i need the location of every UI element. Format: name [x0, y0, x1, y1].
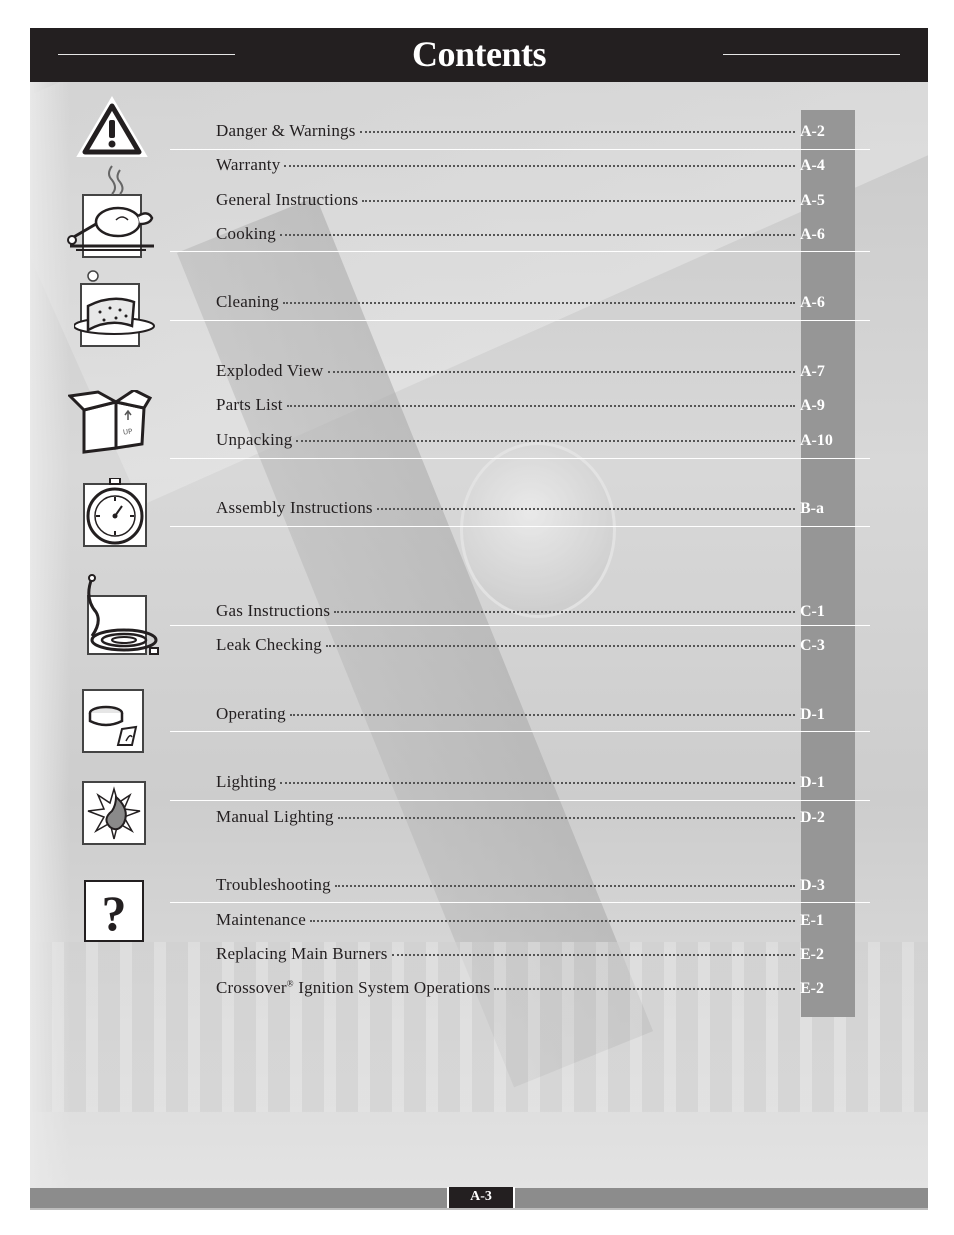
toc-entry-label: Unpacking: [216, 430, 293, 449]
toc-entry-manual-lighting[interactable]: [216, 807, 846, 831]
section-divider: [170, 902, 870, 903]
toc-entry-assembly-instructions[interactable]: [216, 498, 846, 522]
dot-leader: [338, 816, 795, 819]
dot-leader: [362, 199, 795, 202]
section-divider: [170, 149, 870, 150]
dot-leader: [310, 919, 795, 922]
toc-entry-label: Replacing Main Burners: [216, 944, 388, 963]
toc-entry-label: Operating: [216, 704, 286, 723]
toc-entry-exploded-view[interactable]: [216, 361, 846, 385]
toc-entry-page: C-3: [800, 637, 825, 654]
dot-leader: [392, 953, 795, 956]
section-divider: [170, 251, 870, 252]
toc-entry-cleaning[interactable]: [216, 292, 846, 316]
toc-entry-label: Assembly Instructions: [216, 498, 373, 517]
gas-hose-icon: [80, 574, 162, 660]
stopwatch-icon: [82, 478, 148, 548]
toc-entry-label: Cooking: [216, 224, 276, 243]
toc-entry-general-instructions[interactable]: [216, 190, 846, 214]
toc-entry-label: Manual Lighting: [216, 807, 334, 826]
toc-entry-page: A-5: [800, 192, 825, 209]
toc-entry-gas-instructions[interactable]: [216, 601, 846, 625]
section-divider: [170, 800, 870, 801]
toc-entry-label: Exploded View: [216, 361, 324, 380]
toc-entry-page: D-3: [800, 877, 825, 894]
dot-leader: [284, 164, 795, 167]
toc-entry-label: Troubleshooting: [216, 875, 331, 894]
toc-entry-page: A-6: [800, 226, 825, 243]
toc-entry-page: A-4: [800, 157, 825, 174]
roast-chicken-icon: [66, 164, 158, 260]
toc-entry-label: Parts List: [216, 395, 283, 414]
toc-entry-page: A-9: [800, 397, 825, 414]
toc-entry-label: Leak Checking: [216, 635, 322, 654]
toc-entry-page: E-2: [800, 980, 824, 997]
dot-leader: [283, 301, 795, 304]
dot-leader: [335, 884, 795, 887]
registered-mark: ®: [286, 978, 294, 989]
toc-entry-page: C-1: [800, 603, 825, 620]
section-divider: [170, 625, 870, 626]
dot-leader: [296, 439, 795, 442]
toc-entry-cooking[interactable]: [216, 224, 846, 248]
dot-leader: [290, 713, 795, 716]
toc-entry-page: D-2: [800, 809, 825, 826]
toc-entry-operating[interactable]: [216, 704, 846, 728]
thermometer-gauge-shape: [460, 442, 616, 618]
warning-triangle-icon: [76, 96, 148, 158]
toc-entry-page: A-6: [800, 294, 825, 311]
toc-entry-label: [216, 978, 492, 998]
dot-leader: [326, 644, 795, 647]
section-divider: [170, 526, 870, 527]
toc-entry-page: A-7: [800, 363, 825, 380]
dot-leader: [328, 370, 796, 373]
page-number: A-3: [447, 1187, 515, 1208]
toc-entry-label-part: Ignition System Operations: [293, 978, 491, 997]
dot-leader: [287, 404, 795, 407]
toc-entry-maintenance[interactable]: [216, 910, 846, 934]
toc-entry-page: D-1: [800, 774, 825, 791]
toc-entry-lighting[interactable]: [216, 772, 846, 796]
toc-entry-label: General Instructions: [216, 190, 359, 209]
toc-entry-label: Maintenance: [216, 910, 306, 929]
page-title: Contents: [411, 34, 546, 74]
toc-entry-crossover-ignition[interactable]: [216, 978, 846, 1002]
toc-entry-label: Gas Instructions: [216, 601, 331, 620]
dot-leader: [280, 233, 795, 236]
toc-entry-danger-warnings[interactable]: [216, 121, 846, 145]
svg-text:UP: UP: [122, 427, 133, 437]
section-divider: [170, 731, 870, 732]
question-mark-icon: [84, 880, 144, 942]
toc-entry-unpacking[interactable]: [216, 430, 846, 454]
toc-entry-leak-checking[interactable]: [216, 635, 846, 659]
section-divider: [170, 458, 870, 459]
toc-entry-parts-list[interactable]: [216, 395, 846, 419]
toc-entry-page: D-1: [800, 706, 825, 723]
svg-text:?: ?: [101, 885, 127, 941]
panel-left-fade: [30, 82, 70, 1188]
footer-rule: [30, 1208, 928, 1210]
toc-entry-page: A-2: [800, 123, 825, 140]
toc-entry-page: B-a: [800, 500, 824, 517]
control-knob-icon: [82, 689, 144, 753]
dot-leader: [494, 987, 795, 990]
section-divider: [170, 320, 870, 321]
toc-entry-page: A-10: [800, 432, 833, 449]
sponge-cleaning-icon: [74, 268, 156, 350]
dot-leader: [280, 781, 795, 784]
toc-entry-label: Lighting: [216, 772, 277, 791]
dot-leader: [334, 610, 795, 613]
toc-entry-label: Danger & Warnings: [216, 121, 356, 140]
dot-leader: [360, 130, 795, 133]
dot-leader: [377, 507, 795, 510]
toc-entry-label: Warranty: [216, 155, 281, 174]
toc-entry-label-part: Crossover: [216, 978, 287, 997]
page-header: [30, 28, 928, 82]
flame-icon: [82, 781, 146, 845]
header-rule-right: [723, 54, 900, 55]
open-box-icon: [68, 390, 152, 456]
toc-entry-label: Cleaning: [216, 292, 279, 311]
toc-entry-page: E-1: [800, 912, 824, 929]
toc-entry-troubleshooting[interactable]: [216, 875, 846, 899]
toc-entry-replacing-main-burners[interactable]: [216, 944, 846, 968]
toc-entry-warranty[interactable]: [216, 155, 846, 179]
page-footer: [30, 1188, 928, 1208]
toc-entry-page: E-2: [800, 946, 824, 963]
